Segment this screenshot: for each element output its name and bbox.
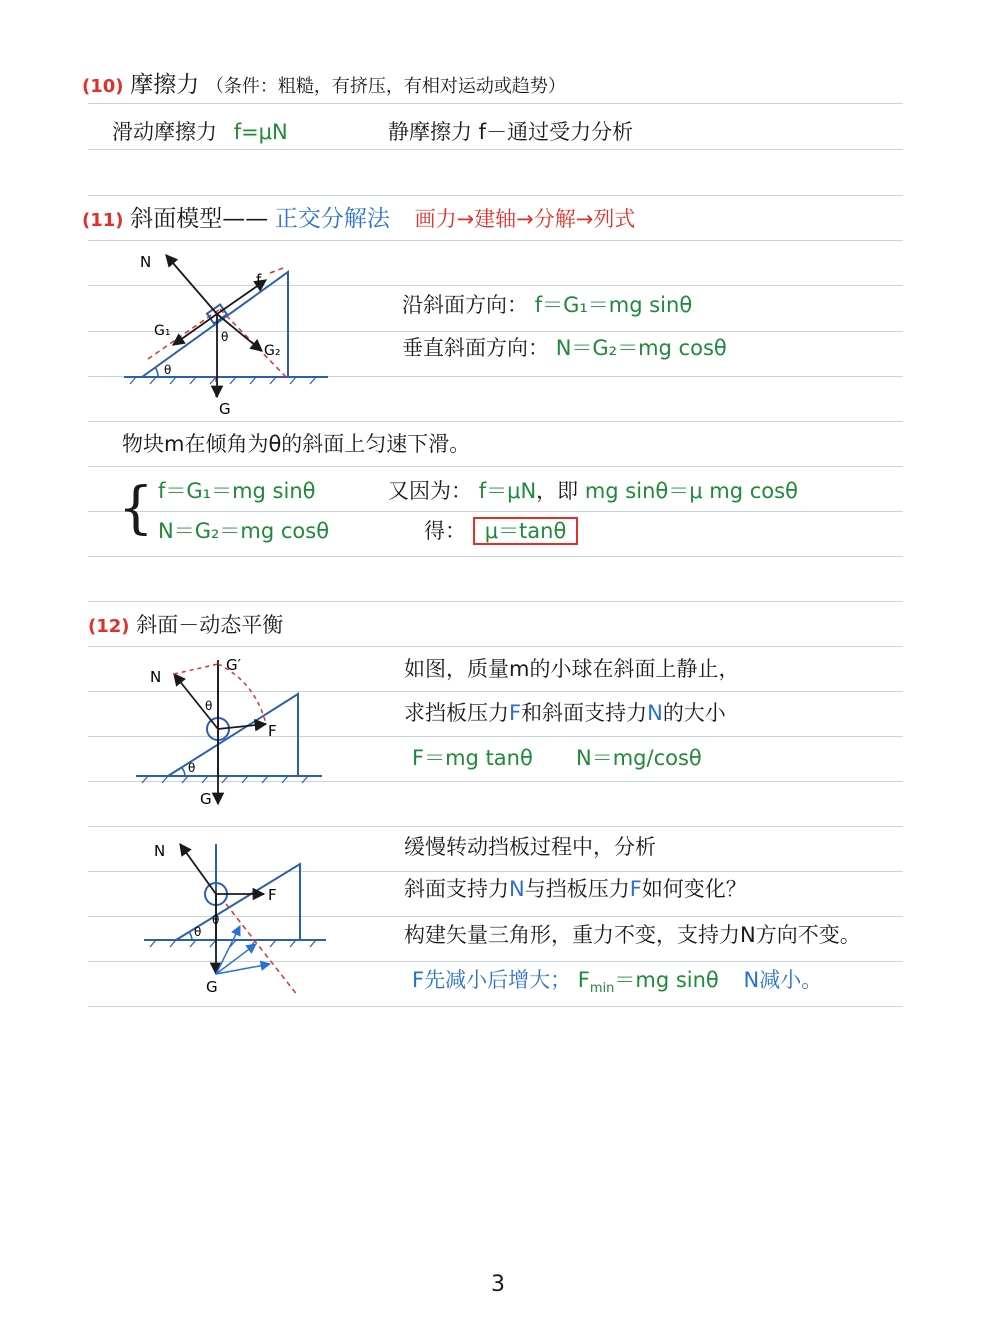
get-label: 得：	[424, 519, 466, 543]
label-G-prime: G′	[226, 656, 242, 674]
label-N: N	[140, 253, 152, 271]
static-friction-label: 静摩擦力 f－	[388, 120, 508, 144]
q1-text-c: 的大小	[662, 701, 726, 725]
q2-text-b: 与挡板压力	[524, 877, 630, 901]
question-2-line-3: 构建矢量三角形，重力不变，支持力N方向不变。	[404, 923, 861, 947]
rule-line	[88, 601, 903, 602]
q2-F: F	[629, 877, 642, 901]
along-incline-formula: f＝G₁＝mg sinθ	[534, 293, 693, 317]
brace: {	[118, 476, 154, 541]
q2-text-c: 如何变化？	[641, 877, 747, 901]
question-2-line-1: 缓慢转动挡板过程中，分析	[404, 835, 656, 859]
rotating-board-diagram	[138, 836, 348, 996]
label-G1: G₁	[154, 323, 171, 339]
label-G: G	[219, 400, 231, 418]
also-because-line	[388, 478, 798, 504]
section-11-heading	[82, 206, 635, 234]
equation-2: N＝G₂＝mg cosθ	[158, 519, 330, 543]
sliding-friction-line	[112, 119, 288, 145]
q1-N: N	[647, 701, 663, 725]
balance-relation: mg sinθ＝μ mg cosθ	[584, 479, 798, 503]
label-G: G	[200, 790, 212, 808]
sliding-friction-label: 滑动摩擦力	[112, 120, 217, 144]
rule-line	[88, 195, 903, 196]
angle-theta: θ	[221, 330, 229, 344]
perp-incline-eq	[402, 335, 727, 361]
along-incline-eq	[402, 292, 692, 318]
rule-line	[88, 556, 903, 557]
incline-diagram-1	[118, 247, 338, 417]
label-F: F	[268, 886, 277, 904]
angle-theta: θ	[164, 363, 172, 377]
conclusion-F: F先减小后增大；	[412, 968, 572, 992]
ball-incline-diagram	[130, 652, 340, 812]
perp-incline-formula: N＝G₂＝mg cosθ	[555, 336, 727, 360]
page-number: 3	[491, 1272, 505, 1297]
friction-conditions: （条件：粗糙，有挤压，有相对运动或趋势）	[205, 76, 566, 97]
answer-F: F＝mg tanθ	[412, 746, 533, 770]
section-10-heading	[82, 72, 566, 100]
q2-N: N	[509, 877, 525, 901]
angle-theta: θ	[205, 699, 213, 713]
question-1-line-1: 如图，质量m的小球在斜面上静止，	[404, 657, 740, 681]
angle-theta: θ	[188, 761, 196, 775]
question-1-line-2	[404, 700, 726, 726]
section-number: (10)	[82, 76, 124, 97]
section-12-heading	[88, 612, 283, 640]
conclusion-line	[412, 967, 822, 1002]
Fmin-F: F	[577, 968, 590, 992]
q1-F: F	[509, 701, 522, 725]
sliding-friction-formula: f=μN	[233, 120, 288, 144]
rule-line	[88, 466, 903, 467]
result-box: μ＝tanθ	[473, 517, 579, 545]
rule-line	[88, 1006, 903, 1007]
conclusion-Fmin	[577, 968, 719, 997]
label-N: N	[154, 842, 166, 860]
method-name: 正交分解法	[274, 206, 390, 232]
friction-relation: f＝μN	[478, 479, 537, 503]
section-number: (12)	[88, 616, 130, 637]
equation-1: f＝G₁＝mg sinθ	[158, 479, 316, 503]
angle-theta: θ	[212, 913, 220, 927]
rule-line	[88, 421, 903, 422]
static-friction-line	[388, 119, 633, 145]
Fmin-value: ＝mg sinθ	[614, 968, 719, 992]
rule-line	[88, 511, 903, 512]
label-F: F	[268, 722, 277, 740]
q1-text-b: 和斜面支持力	[521, 701, 648, 725]
perp-incline-label: 垂直斜面方向：	[402, 336, 549, 360]
rule-line	[88, 646, 903, 647]
static-friction-method: 通过受力分析	[507, 120, 634, 144]
result-line	[424, 518, 578, 544]
conclusion-N: N减小。	[743, 968, 823, 992]
label-N: N	[150, 668, 162, 686]
angle-theta: θ	[194, 925, 202, 939]
label-f: f	[256, 271, 262, 289]
section-number: (11)	[82, 210, 124, 231]
q2-text-a: 斜面支持力	[404, 877, 509, 901]
Fmin-sub: min	[589, 981, 615, 997]
section-title: 斜面－动态平衡	[136, 613, 284, 637]
method-steps: 画力→建轴→分解→列式	[414, 207, 636, 231]
label-G2: G₂	[264, 343, 281, 359]
rule-line	[88, 149, 903, 150]
label-G: G	[206, 978, 218, 996]
question-2-line-2	[404, 876, 747, 902]
section-title: 摩擦力	[130, 72, 200, 98]
section-title: 斜面模型——	[130, 206, 269, 232]
along-incline-label: 沿斜面方向：	[402, 293, 528, 317]
also-because-label: 又因为：	[388, 479, 472, 503]
q1-text-a: 求挡板压力	[404, 701, 509, 725]
rule-line	[88, 240, 903, 241]
rule-line	[88, 826, 903, 827]
problem-statement: 物块m在倾角为θ的斜面上匀速下滑。	[122, 432, 471, 456]
i-e-text: ，即	[536, 479, 579, 503]
answer-N: N＝mg/cosθ	[576, 746, 702, 770]
rule-line	[88, 103, 903, 104]
